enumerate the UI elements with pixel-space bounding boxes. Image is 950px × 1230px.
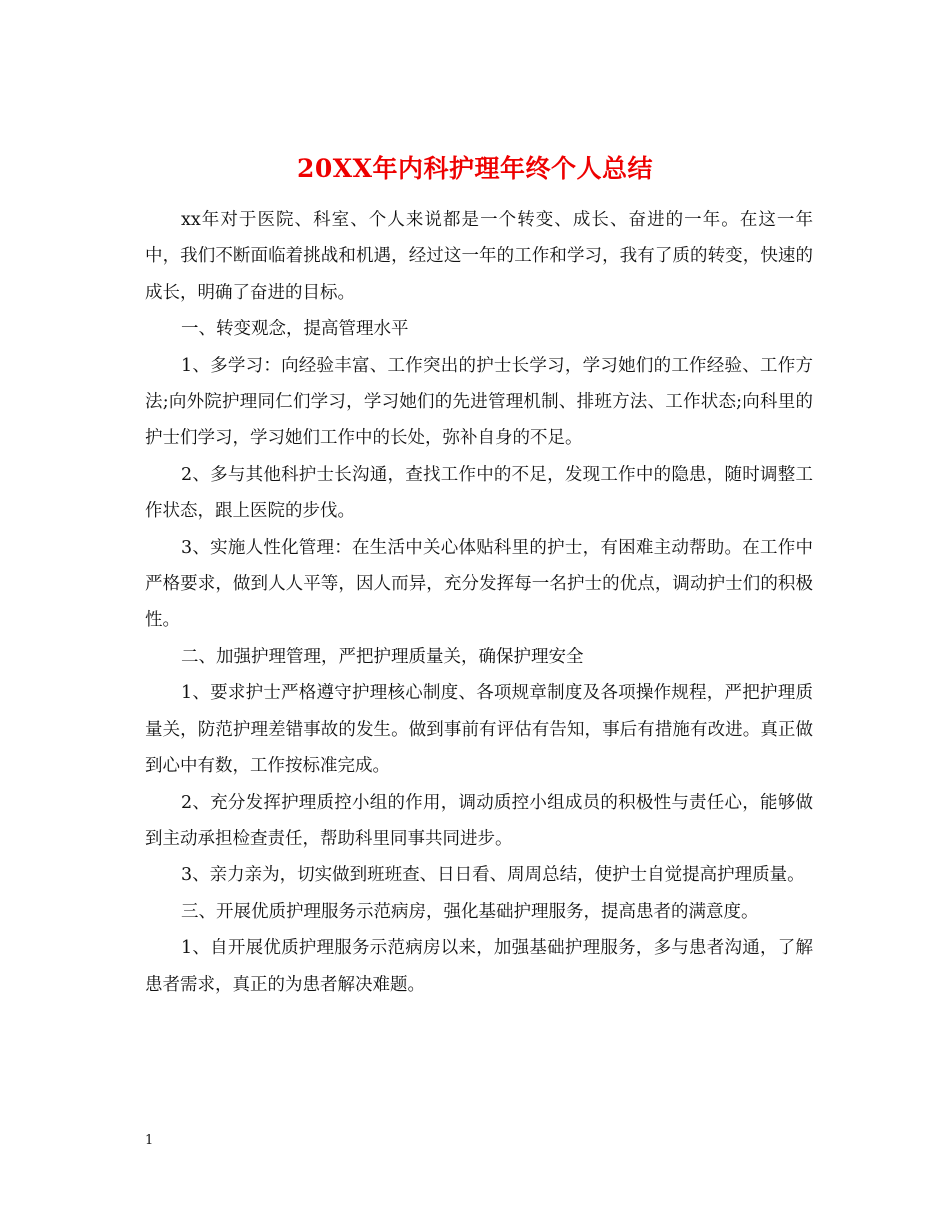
section-heading-3: 三、开展优质护理服务示范病房，强化基础护理服务，提高患者的满意度。 — [181, 901, 759, 922]
section-1-item-2: 2、多与其他科护士长沟通，查找工作中的不足，发现工作中的隐患，随时调整工作状态，跟上医院的步伐。 — [145, 464, 813, 522]
page-number: 1 — [145, 1133, 154, 1148]
section-1-item-3: 3、实施人性化管理：在生活中关心体贴科里的护士，有困难主动帮助。在工作中严格要求，做到人人平等，因人而异，充分发挥每一名护士的优点，调动护士们的积极性。 — [145, 537, 813, 631]
intro-paragraph: xx年对于医院、科室、个人来说都是一个转变、成长、奋进的一年。在这一年中，我们不断面临着挑战和机遇，经过这一年的工作和学习，我有了质的转变，快速的成长，明确了奋进的目标。 — [145, 210, 813, 303]
section-heading-2: 二、加强护理管理，严把护理质量关，确保护理安全 — [181, 646, 584, 667]
section-2-item-1: 1、要求护士严格遵守护理核心制度、各项规章制度及各项操作规程，严把护理质量关，防范护理差错事故的发生。做到事前有评估有告知，事后有措施有改进。真正做到心中有数，工作按标准完成。 — [145, 683, 813, 777]
document-body — [145, 202, 813, 1003]
section-heading-1: 一、转变观念，提高管理水平 — [181, 319, 409, 340]
section-3-item-1: 1、自开展优质护理服务示范病房以来，加强基础护理服务，多与患者沟通，了解患者需求，真正的为患者解决难题。 — [145, 938, 813, 995]
section-2-item-3: 3、亲力亲为，切实做到班班查、日日看、周周总结，使护士自觉提高护理质量。 — [181, 865, 805, 886]
section-2-item-2: 2、充分发挥护理质控小组的作用，调动质控小组成员的积极性与责任心，能够做到主动承担检查责任，帮助科里同事共同进步。 — [145, 792, 813, 849]
section-1-item-1: 1、多学习：向经验丰富、工作突出的护士长学习，学习她们的工作经验、工作方法;向外院护理同仁们学习，学习她们的先进管理机制、排班方法、工作状态;向科里的护士们学习，学习她们工作中的长处，弥补自身的不足。 — [145, 355, 813, 449]
document-title: 20XX年内科护理年终个人总结 — [296, 153, 654, 183]
